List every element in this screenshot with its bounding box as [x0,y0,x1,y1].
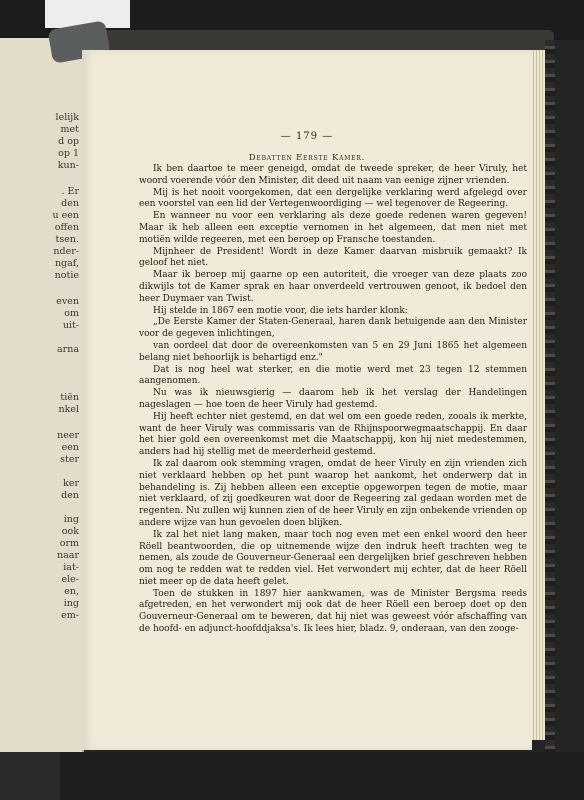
marbled-edge [545,40,555,760]
left-page [0,38,84,753]
paragraph: Ik ben daartoe te meer geneigd, omdat de tweede spreker, de heer Viruly, het woord voerende vóór den Minister, dit deed uit naam van eenige zijner vrienden. [139,164,527,186]
paragraph: Hij heeft echter niet gestemd, en dat wel om een goede reden, zooals ik merkte, want de heer Viruly was commissaris van de Rhijnspoorwegmaatschappij. En daar het hier gold een overeenkomst met die Maatschappij, kon hij niet medestemmen, anders had hij stellig met de meerderheid gestemd. [139,411,527,458]
left-page-fragment: den [61,198,79,209]
paragraph: Toen de stukken in 1897 hier aankwamen, was de Minister Bergsma reeds afgetreden, en het verwondert mij ook dat de heer Röell een beroep doet op den Gouverneur-Generaal om te beweren, dat hij niet was geweest vóór afschaffing van de hoofd- en adjunct-hoofddjaksa's. Ik lees hier, bladz. 9, onderaan, van den zooge- [139,588,527,635]
paragraph: Maar ik beroep mij gaarne op een autoriteit, die vroeger van deze plaats zoo dikwijls tot de Kamer sprak en haar onverdeeld vertrouwen genoot, ik bedoel den heer Duymaer van Twist. [139,270,527,304]
left-page-fragment: even [56,296,79,307]
body-text [139,164,527,636]
left-page-fragment: tsen. [55,234,79,245]
left-page-fragment: tiën [60,392,79,403]
paragraph: Mijnheer de President! Wordt in deze Kamer daarvan misbruik gemaakt? Ik geloof het niet. [139,246,527,269]
paragraph: Ik zal het niet lang maken, maar toch nog even met een enkel woord den heer Röell beantwoorden, die op uitnemende wijze den indruk heeft trachten weg te nemen, als zoude de Gouverneur-Generaal een dergelijken brief geschreven hebben om nog te redden wat te redden viel. Het verwondert mij echter, dat de heer Röell niet meer op de data heeft gelet. [139,529,527,587]
paragraph: „De Eerste Kamer der Staten-Generaal, haren dank betuigende aan den Minister voor de gegeven inlichtingen, [139,317,527,340]
paragraph: Nu was ik nieuwsgierig — daarom heb ik het verslag der Handelingen nageslagen — hoe toen de heer Viruly had gestemd. [139,388,527,410]
left-page-fragment: ook [61,526,79,537]
left-page-fragment: notie [54,270,79,281]
running-head: Debatten Eerste Kamer. [248,153,366,163]
left-page-fragment: ngaf, [54,258,79,269]
page-number: — 179 — [280,131,334,142]
left-page-fragment: iat- [63,562,79,573]
paragraph: Dat is nog heel wat sterker, en die motie werd met 23 tegen 12 stemmen aangenomen. [139,364,527,387]
left-page-fragment: naar [57,550,79,561]
left-page-fragment: arna [57,344,79,355]
left-page-fragment: offen [54,222,79,233]
background-bottom [0,752,584,800]
paragraph: Ik zal daarom ook stemming vragen, omdat de heer Viruly en zijn vrienden zich niet verklaard hebben op het punt waarop het aankomt, het onderwerp dat in behandeling is. Zij hebben alleen een exceptie opgeworpen tegen de motie, maar niet verklaard, of zij goedkeuren wat door de Regeering zal gedaan worden met de regenten. Nu zullen wij kunnen zien of de heer Viruly en zijn onbekende vrienden op andere wijze van hun gevoelen doen blijken. [139,458,527,528]
left-page-fragment: nkel [58,404,79,415]
paragraph: En wanneer nu voor een verklaring als deze goede redenen waren gegeven! Maar ik heb alleen een exceptie vernomen in het algemeen, dat men niet met motiën wilde regeeren, met een beroep op Fransche toestanden. [139,211,527,245]
paragraph: Hij stelde in 1867 een motie voor, die iets harder klonk: [153,305,408,316]
left-page-fragment: met [60,124,79,135]
left-page-fragment: . Er [61,186,79,197]
left-page-fragment: op 1 [58,148,79,159]
left-page-fragment: kun- [57,160,79,171]
left-page-fragment: d op [58,136,79,147]
left-page-fragment: ker [63,478,79,489]
paragraph: van oordeel dat door de overeenkomsten van 5 en 29 Juni 1865 het algemeen belang niet behoorlijk is behartigd enz." [139,340,527,363]
left-page-fragment: om [64,308,79,319]
left-page-fragment: u een [52,210,79,221]
left-page-fragment: een [61,442,79,453]
left-page-fragment: lelijk [55,112,79,123]
left-page-fragment: den [61,490,79,501]
left-page-fragment: en, [64,586,79,597]
left-page-fragment: ele- [61,574,79,585]
left-page-fragment: ing [63,598,79,609]
background-bottom-left [0,752,60,800]
left-page-fragment: ing [63,514,79,525]
left-page-fragment: nder- [53,246,79,257]
left-page-fragment: neer [57,430,79,441]
right-page [82,50,532,750]
left-page-fragment: em- [61,610,79,621]
paragraph: Mij is het nooit voorgekomen, dat een dergelijke verklaring werd afgelegd over een voorstel van een lid der Vertegenwoordiging — wel tegenover de Regeering. [139,187,527,210]
left-page-fragment: uit- [62,320,79,331]
left-page-fragment: orm [59,538,79,549]
left-page-fragment: ster [60,454,79,465]
